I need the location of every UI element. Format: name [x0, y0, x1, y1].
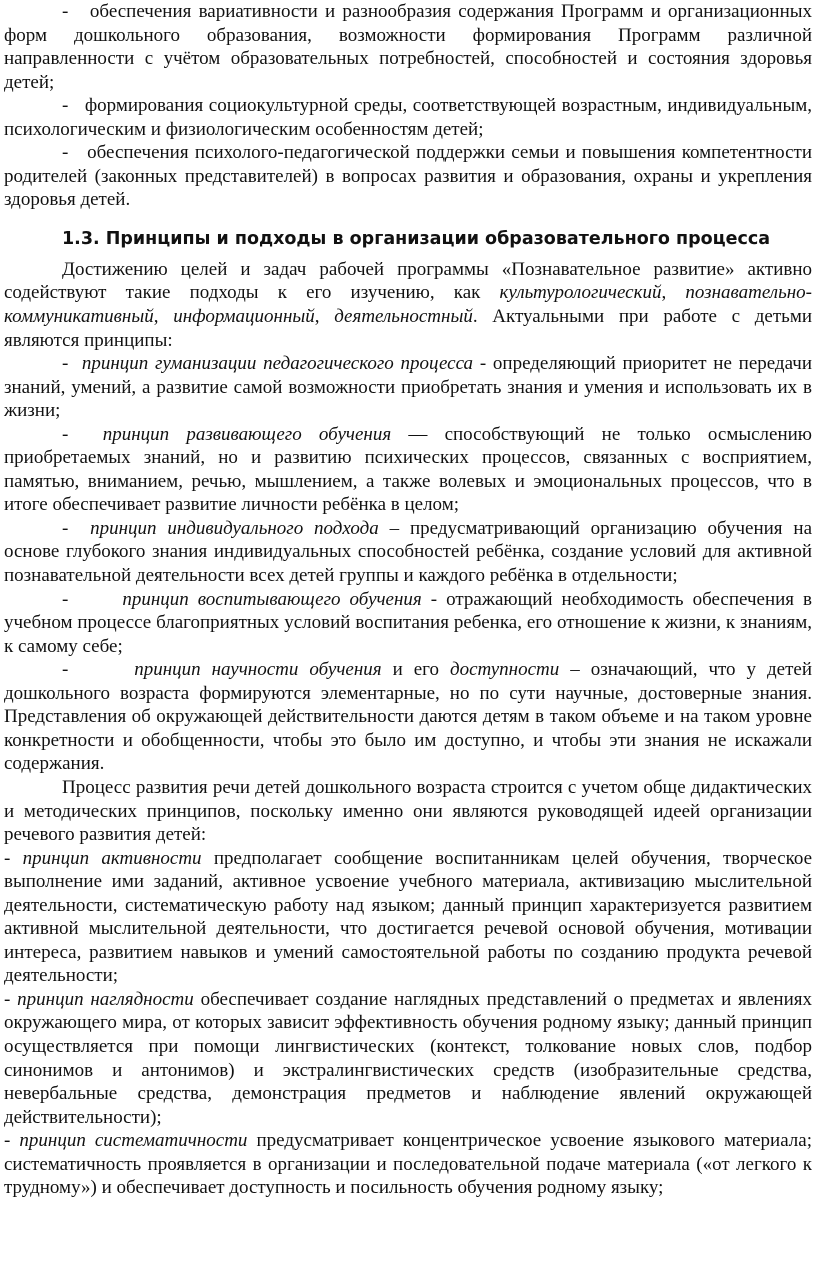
principle-science	[4, 658, 812, 776]
list-dash: -	[62, 95, 69, 117]
principle-name: принцип развивающего обучения	[102, 423, 392, 445]
principle-description: обеспечивает создание наглядных представлений о предметах и явлениях окружающего мира, от которых зависит эффективность обучения родному языку; данный принцип осуществляется при помощи лингвистических (контекст, толкование новых слов, подбор синонимов и антонимов) и экстралингвистических средств (изобразительные средства, невербальные средства, демонстрация предметов и наблюдение явлений окружающей действительности);	[4, 988, 812, 1128]
principle-description: - отражающий необходимость обеспечения в учебном процессе благоприятных условий воспитания ребенка, его отношение к жизни, к знаниям, к самому себе;	[4, 588, 812, 657]
principle-name-accessibility: доступности	[449, 659, 560, 681]
principle-humanization	[4, 352, 812, 423]
section-heading: 1.3. Принципы и подходы в организации образовательного процесса	[62, 228, 771, 249]
approach-informational: информационный	[173, 306, 315, 328]
principle-description: предусматривает концентрическое усвоение языкового материала; систематичность проявляется в организации и последовательной подаче материала («от легкого к трудному») и обеспечивает доступность и посильность обучения родному языку;	[4, 1130, 813, 1199]
paragraph-family-support	[4, 141, 812, 212]
approach-activity: деятельностный	[334, 306, 473, 328]
list-dash: -	[4, 847, 23, 869]
conjunction: и его	[381, 659, 450, 681]
principle-name: принцип гуманизации педагогического процесса	[81, 353, 474, 375]
principle-description: – предусматривающий организацию обучения на основе глубокого знания индивидуальных способностей ребёнка, создание условий для активной познавательной деятельности всех детей группы и каждого ребёнка в отдельности;	[4, 517, 812, 587]
paragraph-variability	[4, 0, 812, 94]
paragraph-speech-process: Процесс развития речи детей дошкольного возраста строится с учетом обще дидактических и методических принципов, поскольку именно они являются руководящей идеей организации речевого развития детей:	[4, 776, 812, 846]
principle-name: принцип наглядности	[17, 988, 194, 1010]
comma: ,	[314, 306, 335, 328]
principle-upbringing	[4, 588, 812, 659]
list-dash: -	[62, 659, 69, 681]
approach-cognitive-communicative: познавательно-коммуникативный	[4, 282, 812, 328]
approach-culturological: культурологический	[499, 282, 662, 304]
intro-text-end: . Актуальными при работе с детьми являются принципы:	[4, 306, 813, 351]
paragraph-text: обеспечения психолого-педагогической поддержки семьи и повышения компетентности родителей (законных представителей) в вопросах развития и образования, охраны и укрепления здоровья детей.	[4, 142, 813, 211]
paragraph-intro	[4, 258, 812, 352]
principle-developmental	[4, 423, 812, 517]
paragraph-text: обеспечения вариативности и разнообразия содержания Программ и организационных форм дошкольного образования, возможности формирования Программ различной направленности с учётом образовательных потребностей, способностей и состояния здоровья детей;	[4, 1, 812, 93]
principle-visibility	[4, 988, 812, 1129]
list-dash: -	[62, 1, 69, 22]
intro-text: Достижению целей и задач рабочей программы «Познавательное развитие» активно содействуют такие подходы к его изучению, как	[4, 258, 812, 304]
list-dash: -	[62, 588, 69, 610]
principle-name: принцип индивидуального подхода	[90, 517, 379, 539]
list-dash: -	[4, 988, 18, 1010]
paragraph-text: формирования социокультурной среды, соответствующей возрастным, индивидуальным, психологическим и физиологическим особенностям детей;	[4, 95, 813, 140]
comma: ,	[153, 306, 174, 328]
list-dash: -	[4, 1130, 20, 1152]
principle-name: принцип систематичности	[19, 1130, 248, 1152]
principle-individual	[4, 517, 812, 588]
principle-description: предполагает сообщение воспитанникам целей обучения, творческое выполнение ими заданий, активное усвоение учебного материала, активизацию мыслительной деятельности, систематическую работу над языком; данный принцип характеризуется развитием активной мыслительной деятельности, что достигается речевой основой обучения, мотивации интереса, развитием навыков и умений самостоятельной работы по созданию продукта речевой деятельности;	[4, 847, 813, 987]
principle-systematic	[4, 1129, 812, 1200]
principle-description: – означающий, что у детей дошкольного возраста формируются элементарные, но по сути научные, достоверные знания. Представления об окружающей действительности даются детям в таком объеме и на таком уровне конкретности и обобщенности, чтобы это было им доступно, и чтобы эти знания не искажали содержания.	[4, 659, 813, 775]
list-dash: -	[62, 353, 69, 375]
principle-name: принцип активности	[22, 847, 202, 869]
principle-activity	[4, 847, 812, 988]
list-dash: -	[62, 142, 69, 164]
principle-name: принцип воспитывающего обучения	[122, 588, 422, 610]
list-dash: -	[62, 423, 69, 445]
list-dash: -	[62, 517, 69, 539]
paragraph-sociocultural	[4, 94, 812, 141]
principle-name: принцип научности обучения	[134, 659, 382, 681]
comma: ,	[661, 282, 686, 304]
principle-description: - определяющий приоритет не передачи знаний, умений, а развитие самой возможности приобретать знания и умения и использовать их в жизни;	[4, 353, 812, 422]
principle-description: — способствующий не только осмыслению приобретаемых знаний, но и развитию психических процессов, связанных с восприятием, памятью, вниманием, речью, мышлением, а также волевых и эмоциональных процессов, что в итоге обеспечивает развитие личности ребёнка в целом;	[4, 423, 812, 516]
